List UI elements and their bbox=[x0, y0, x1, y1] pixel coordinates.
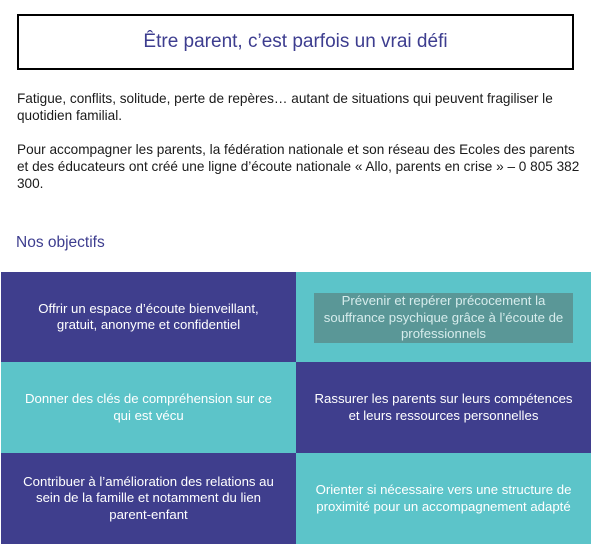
objective-text: Donner des clés de compréhension sur ce qui est vécu bbox=[24, 391, 273, 423]
objective-tile bbox=[1, 362, 296, 453]
objective-text: Orienter si nécessaire vers une structure de proximité pour un accompagnement adapté bbox=[315, 482, 572, 514]
objective-tile bbox=[1, 272, 296, 362]
objective-tile bbox=[296, 272, 591, 362]
page-title: Être parent, c’est parfois un vrai défi bbox=[143, 31, 448, 52]
title-box bbox=[17, 14, 574, 70]
objective-tile bbox=[296, 362, 591, 453]
objective-text: Contribuer à l’amélioration des relations au sein de la famille et notamment du lien parent-enfant bbox=[23, 473, 274, 522]
objective-text: Prévenir et repérer précocement la souffrance psychique grâce à l’écoute de professionnels bbox=[314, 293, 573, 343]
objective-tile bbox=[296, 453, 591, 544]
intro-paragraph: Fatigue, conflits, solitude, perte de repères… autant de situations qui peuvent fragiliser le quotidien familial. bbox=[17, 91, 553, 123]
helpline-paragraph: Pour accompagner les parents, la fédération nationale et son réseau des Ecoles des parents et des éducateurs ont créé une ligne d’écoute nationale « Allo, parents en crise » – 0 805 382 300. bbox=[17, 142, 580, 191]
objective-text: Offrir un espace d’écoute bienveillant, gratuit, anonyme et confidentiel bbox=[38, 300, 259, 332]
objectives-grid bbox=[1, 272, 591, 544]
objectives-heading: Nos objectifs bbox=[16, 234, 105, 251]
objective-text: Rassurer les parents sur leurs compétences et leurs ressources personnelles bbox=[314, 391, 573, 423]
objective-tile bbox=[1, 453, 296, 544]
